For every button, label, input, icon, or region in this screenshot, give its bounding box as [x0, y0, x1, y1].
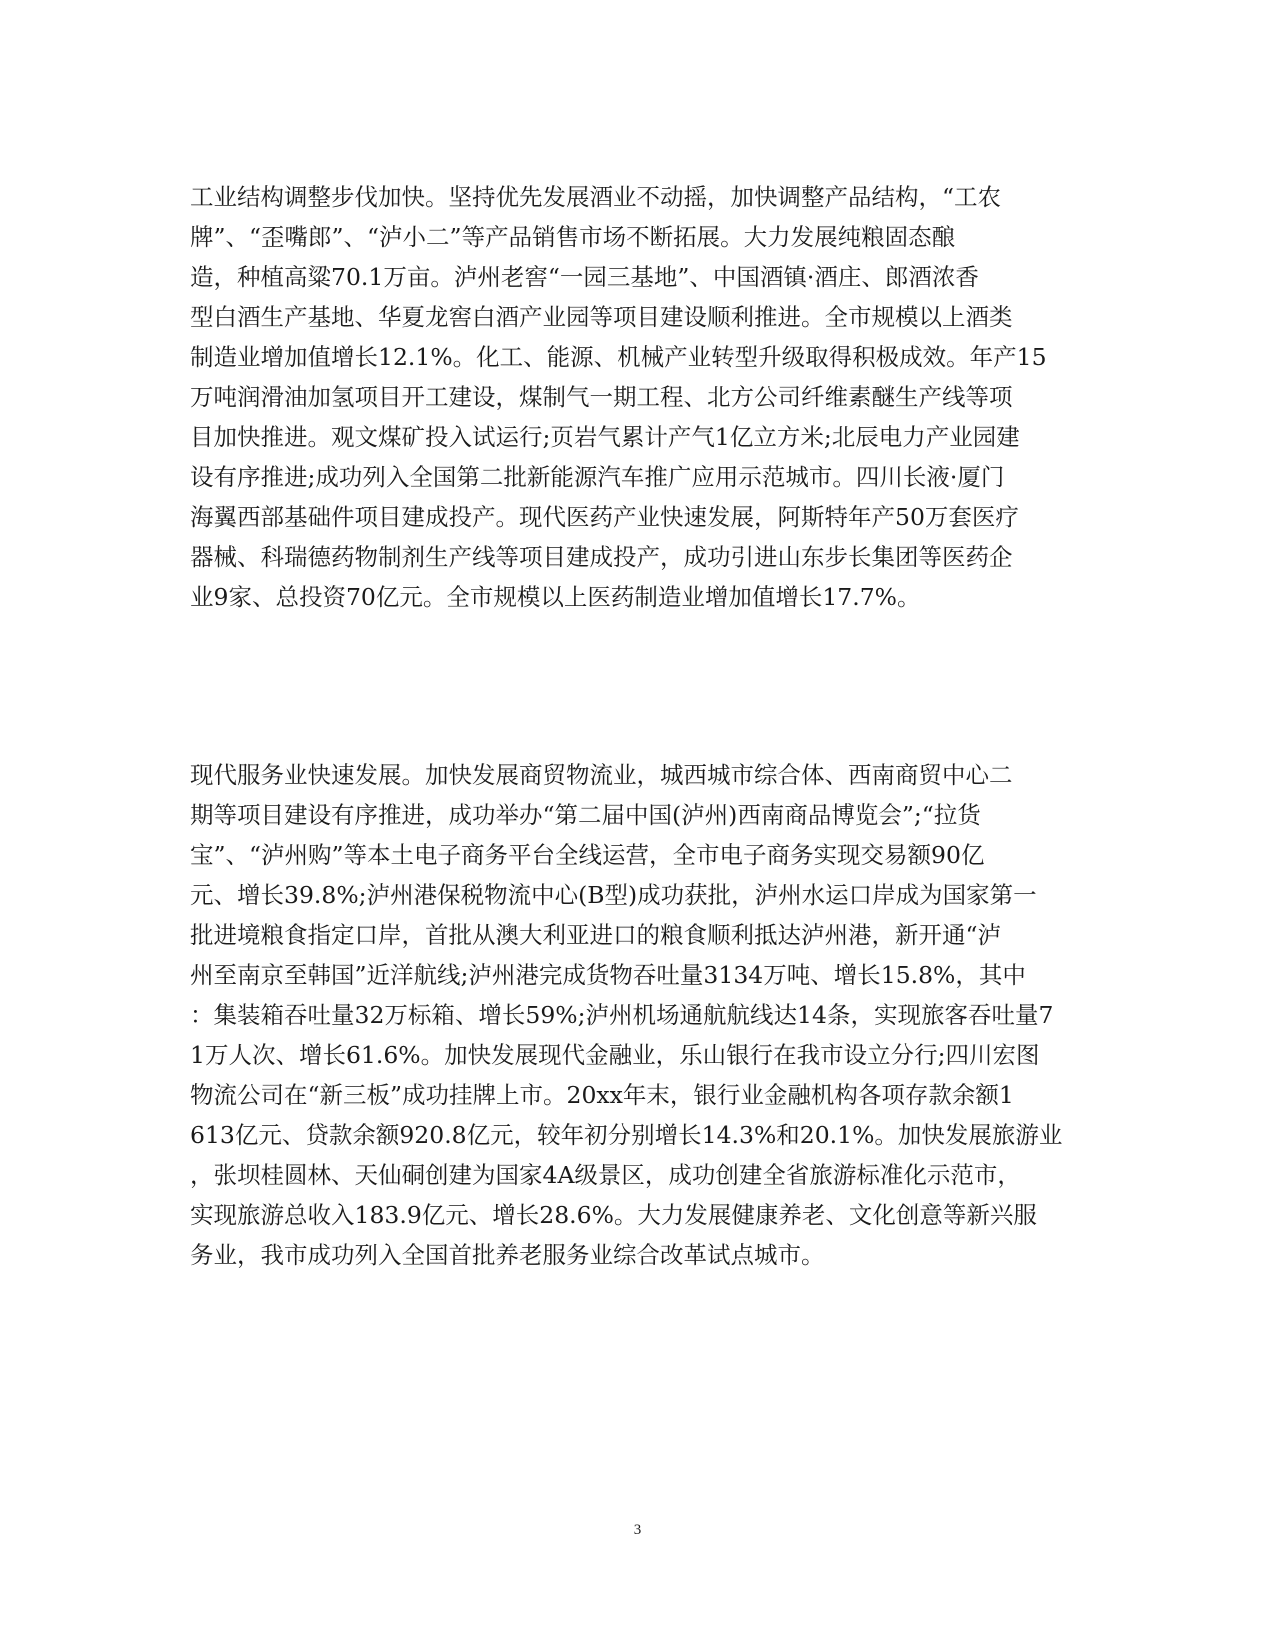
text-line: 工业结构调整步伐加快。坚持优先发展酒业不动摇，加快调整产品结构，“工农: [190, 183, 1002, 211]
text-line: 实现旅游总收入183.9亿元、增长28.6%。大力发展健康养老、文化创意等新兴服: [190, 1201, 1037, 1229]
text-line: ：集装箱吞吐量32万标箱、增长59%;泸州机场通航航线达14条，实现旅客吞吐量7: [190, 1001, 1054, 1029]
text-line: 设有序推进;成功列入全国第二批新能源汽车推广应用示范城市。四川长液·厦门: [190, 463, 1005, 491]
text-line: 物流公司在“新三板”成功挂牌上市。20xx年末，银行业金融机构各项存款余额1: [190, 1081, 1014, 1109]
text-line: 元、增长39.8%;泸州港保税物流中心(B型)成功获批，泸州水运口岸成为国家第一: [190, 881, 1037, 909]
text-line: 器械、科瑞德药物制剂生产线等项目建成投产，成功引进山东步长集团等医药企: [190, 543, 1013, 571]
text-line: 造，种植高粱70.1万亩。泸州老窖“一园三基地”、中国酒镇·酒庄、郎酒浓香: [190, 263, 979, 291]
text-line: ，张坝桂圆林、天仙硐创建为国家4A级景区，成功创建全省旅游标准化示范市，: [190, 1161, 1021, 1189]
page-number: 3: [633, 1522, 642, 1538]
text-line: 州至南京至韩国”近洋航线;泸州港完成货物吞吐量3134万吨、增长15.8%，其中: [190, 961, 1026, 989]
text-line: 业9家、总投资70亿元。全市规模以上医药制造业增加值增长17.7%。: [190, 583, 921, 611]
text-line: 制造业增加值增长12.1%。化工、能源、机械产业转型升级取得积极成效。年产15: [190, 343, 1047, 371]
text-line: 万吨润滑油加氢项目开工建设，煤制气一期工程、北方公司纤维素醚生产线等项: [190, 383, 1013, 411]
text-line: 牌”、“歪嘴郎”、“泸小二”等产品销售市场不断拓展。大力发展纯粮固态酿: [190, 223, 956, 251]
text-line: 目加快推进。观文煤矿投入试运行;页岩气累计产气1亿立方米;北辰电力产业园建: [190, 423, 1020, 451]
text-line: 务业，我市成功列入全国首批养老服务业综合改革试点城市。: [190, 1241, 825, 1269]
text-line: 1万人次、增长61.6%。加快发展现代金融业，乐山银行在我市设立分行;四川宏图: [190, 1041, 1040, 1069]
text-line: 海翼西部基础件项目建成投产。现代医药产业快速发展，阿斯特年产50万套医疗: [190, 503, 1019, 531]
paragraph-modern-services: [190, 755, 1080, 1275]
paragraph-industrial-structure: [190, 177, 1080, 617]
text-line: 型白酒生产基地、华夏龙窖白酒产业园等项目建设顺利推进。全市规模以上酒类: [190, 303, 1013, 331]
text-line: 613亿元、贷款余额920.8亿元，较年初分别增长14.3%和20.1%。加快发展旅游业: [190, 1121, 1063, 1149]
text-line: 现代服务业快速发展。加快发展商贸物流业，城西城市综合体、西南商贸中心二: [190, 761, 1013, 789]
text-line: 批进境粮食指定口岸，首批从澳大利亚进口的粮食顺利抵达泸州港，新开通“泸: [190, 921, 1002, 949]
text-line: 宝”、“泸州购”等本土电子商务平台全线运营，全市电子商务实现交易额90亿: [190, 841, 985, 869]
text-line: 期等项目建设有序推进，成功举办“第二届中国(泸州)西南商品博览会”;“拉货: [190, 801, 981, 829]
